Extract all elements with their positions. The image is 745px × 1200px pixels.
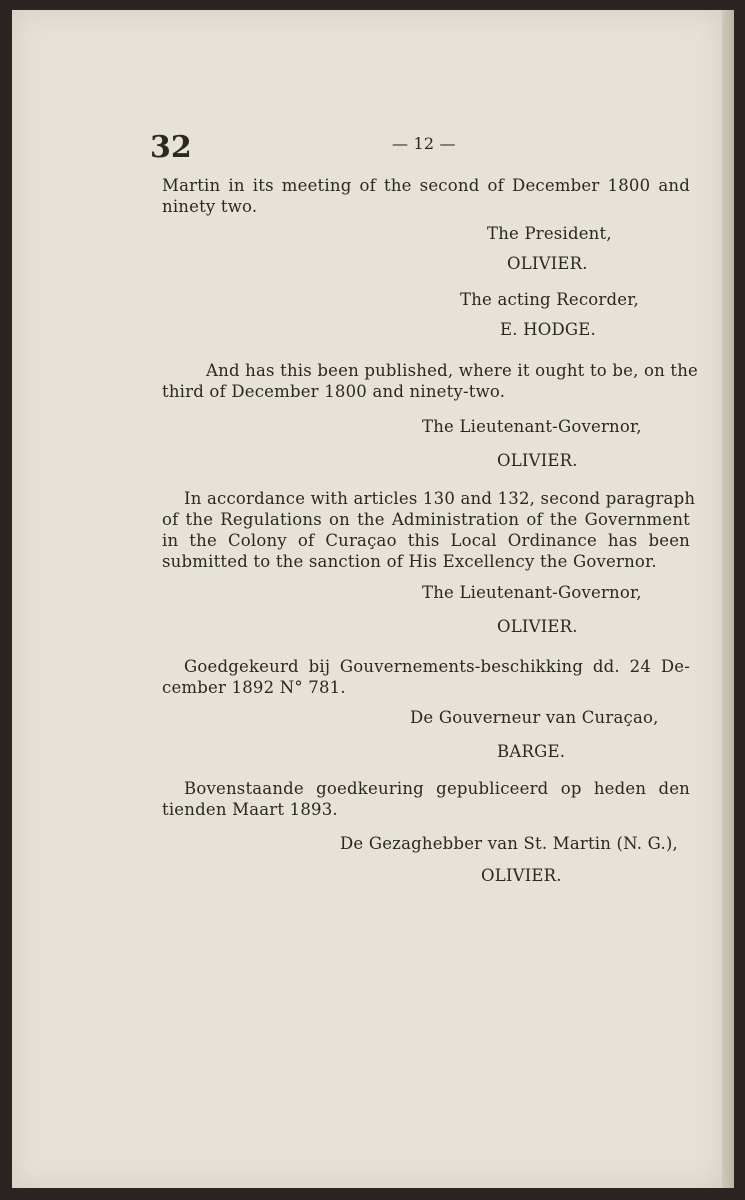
gezaghebber-title: De Gezaghebber van St. Martin (N. G.), — [340, 834, 678, 853]
text-line: cember 1892 N° 781. — [162, 678, 346, 697]
text-line: In accordance with articles 130 and 132, second paragraph — [184, 489, 696, 508]
text-line: of the Regulations on the Administration of the Government — [162, 510, 690, 529]
recorder-name: E. HODGE. — [500, 320, 596, 339]
text-line: in the Colony of Curaçao this Local Ordinance has been — [162, 531, 690, 550]
text-line: Martin in its meeting of the second of December 1800 and — [162, 176, 690, 195]
text-line: submitted to the sanction of His Excellency the Governor. — [162, 552, 657, 571]
text-line: Goedgekeurd bij Gouvernements-beschikking dd. 24 De- — [184, 657, 690, 676]
governor-title: De Gouverneur van Curaçao, — [410, 708, 659, 727]
lieutenant-governor-title: The Lieutenant-Governor, — [422, 417, 642, 436]
paragraph-goedgekeurd — [162, 656, 690, 698]
page-edge — [722, 10, 734, 1188]
gezaghebber-name: OLIVIER. — [481, 866, 562, 885]
text-line: tienden Maart 1893. — [162, 800, 338, 819]
paragraph-meeting — [162, 175, 690, 217]
paragraph-published — [162, 360, 698, 402]
text-line: And has this been published, where it ought to be, on the — [206, 361, 698, 380]
president-title: The President, — [487, 224, 612, 243]
text-line: Bovenstaande goedkeuring gepubliceerd op heden den — [184, 779, 690, 798]
lieutenant-governor-title: The Lieutenant-Governor, — [422, 583, 642, 602]
president-name: OLIVIER. — [507, 254, 588, 273]
recorder-title: The acting Recorder, — [460, 290, 639, 309]
lieutenant-governor-name: OLIVIER. — [497, 617, 578, 636]
paragraph-accordance — [162, 488, 696, 572]
text-line: third of December 1800 and ninety-two. — [162, 382, 506, 401]
page-header: — 12 — — [392, 134, 456, 153]
lieutenant-governor-name: OLIVIER. — [497, 451, 578, 470]
text-line: ninety two. — [162, 197, 258, 216]
page-number: 32 — [150, 130, 192, 165]
paragraph-bovenstaande — [162, 778, 690, 820]
governor-name: BARGE. — [497, 742, 566, 761]
